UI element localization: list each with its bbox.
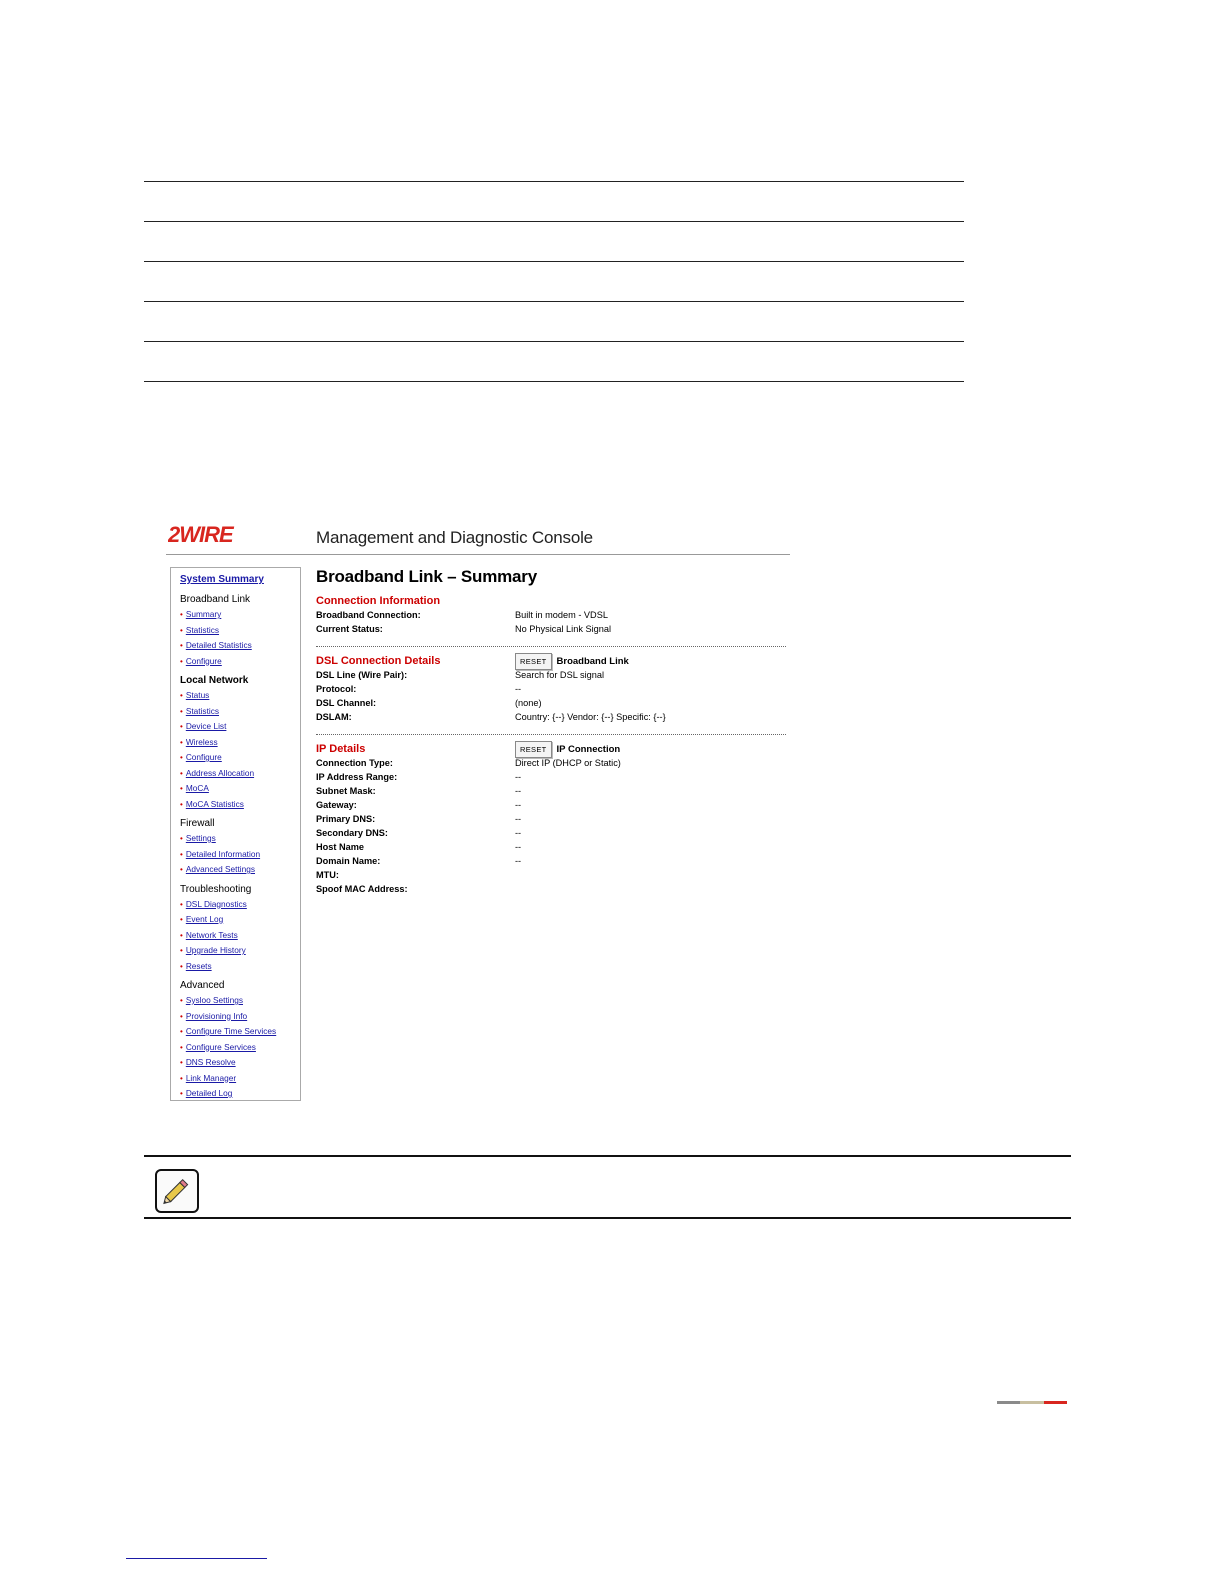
sidebar-link[interactable]: Statistics xyxy=(185,705,220,716)
footnote-line xyxy=(126,1558,267,1559)
detail-label: Broadband Connection: xyxy=(316,610,421,620)
svg-text:2WIRE: 2WIRE xyxy=(168,524,233,546)
divider xyxy=(144,181,964,182)
divider xyxy=(144,261,964,262)
sidebar-item xyxy=(180,766,300,782)
sidebar-link[interactable]: Resets xyxy=(185,960,212,971)
sidebar-link[interactable]: Sysloo Settings xyxy=(185,995,243,1005)
detail-label: Gateway: xyxy=(316,800,357,810)
sidebar-item xyxy=(180,1024,300,1040)
sidebar-item xyxy=(180,912,300,928)
detail-value: -- xyxy=(515,842,522,852)
sidebar-item xyxy=(180,1071,300,1087)
detail-value: -- xyxy=(515,684,522,694)
detail-row xyxy=(316,772,786,786)
sidebar-item xyxy=(180,1040,300,1056)
reset-broadband-button[interactable]: RESET xyxy=(515,653,552,670)
bullet-icon: • xyxy=(180,737,183,747)
sidebar-item xyxy=(180,897,300,913)
detail-value: -- xyxy=(515,856,522,866)
dotted-divider xyxy=(316,734,786,735)
2wire-logo xyxy=(168,524,264,546)
sidebar-link[interactable]: DNS Resolve xyxy=(185,1057,236,1067)
detail-value: Country: {--} Vendor: {--} Specific: {--} xyxy=(515,712,666,722)
sidebar-item xyxy=(180,623,300,639)
bullet-icon: • xyxy=(180,849,183,859)
footer-bar-segment xyxy=(1020,1401,1043,1404)
ip-details-section xyxy=(316,743,786,898)
bullet-icon: • xyxy=(180,930,183,940)
sidebar-group-heading: Firewall xyxy=(180,818,215,829)
detail-row xyxy=(316,712,786,726)
sidebar-link[interactable]: Detailed Log xyxy=(185,1088,233,1098)
bullet-icon: • xyxy=(180,865,183,874)
sidebar-link[interactable]: MoCA Statistics xyxy=(185,798,244,809)
management-console xyxy=(166,518,790,1098)
sidebar-group xyxy=(180,675,300,812)
dsl-details-rows xyxy=(316,670,786,726)
detail-row xyxy=(316,870,786,884)
header-rules xyxy=(144,181,964,421)
bullet-icon: • xyxy=(180,996,183,1005)
pencil-icon xyxy=(155,1169,199,1213)
bullet-icon: • xyxy=(180,656,183,666)
sidebar-item xyxy=(180,1086,300,1102)
reset-label: IP Connection xyxy=(556,744,621,755)
sidebar-link[interactable]: Link Manager xyxy=(185,1072,237,1083)
detail-value: Search for DSL signal xyxy=(515,670,605,680)
detail-value: Direct IP (DHCP or Static) xyxy=(515,758,621,768)
sidebar-item xyxy=(180,1009,300,1025)
reset-ip-button[interactable]: RESET xyxy=(515,741,552,758)
sidebar-link[interactable]: Wireless xyxy=(185,736,218,747)
detail-label: Subnet Mask: xyxy=(316,786,376,796)
sidebar-link[interactable]: Configure xyxy=(185,752,222,762)
sidebar-group-heading: Advanced xyxy=(180,980,225,991)
bullet-icon: • xyxy=(180,610,183,619)
sidebar-link[interactable]: Upgrade History xyxy=(185,945,246,955)
sidebar-item xyxy=(180,928,300,944)
detail-value: (none) xyxy=(515,698,542,708)
section-heading: Connection Information xyxy=(316,595,441,607)
bullet-icon: • xyxy=(180,946,183,955)
sidebar-item xyxy=(180,943,300,959)
sidebar-item xyxy=(180,750,300,766)
detail-row xyxy=(316,842,786,856)
connection-info-rows xyxy=(316,610,786,638)
sidebar-group xyxy=(180,818,300,878)
sidebar-item xyxy=(180,993,300,1009)
sidebar-item xyxy=(180,688,300,704)
reset-group xyxy=(515,741,620,758)
detail-value: -- xyxy=(515,800,522,810)
detail-value: -- xyxy=(515,814,522,824)
sidebar-group-heading: Local Network xyxy=(180,675,249,686)
sidebar-link[interactable]: Advanced Settings xyxy=(185,864,255,874)
detail-row xyxy=(316,758,786,772)
bullet-icon: • xyxy=(180,753,183,762)
footer-color-bar xyxy=(997,1401,1067,1404)
sidebar-item xyxy=(180,719,300,735)
sidebar-link[interactable]: Address Allocation xyxy=(185,767,255,778)
sidebar-group xyxy=(180,594,300,669)
bullet-icon: • xyxy=(180,1042,183,1052)
sidebar-link-system-summary[interactable]: System Summary xyxy=(180,574,264,585)
note-box xyxy=(144,1155,1071,1219)
bullet-icon: • xyxy=(180,641,183,650)
footer-bar-segment xyxy=(997,1401,1020,1404)
detail-row xyxy=(316,698,786,712)
detail-label: DSL Line (Wire Pair): xyxy=(316,670,408,680)
sidebar-item xyxy=(180,654,300,670)
detail-label: IP Address Range: xyxy=(316,772,398,782)
detail-label: Host Name xyxy=(316,842,364,852)
detail-row xyxy=(316,814,786,828)
bullet-icon: • xyxy=(180,691,183,700)
sidebar-link[interactable]: DSL Diagnostics xyxy=(185,898,247,909)
detail-label: MTU: xyxy=(316,870,339,880)
sidebar-item xyxy=(180,831,300,847)
detail-row xyxy=(316,684,786,698)
console-header xyxy=(166,518,790,555)
bullet-icon: • xyxy=(180,1089,183,1098)
detail-label: Primary DNS: xyxy=(316,814,376,824)
section-heading: IP Details xyxy=(316,743,366,755)
console-title: Management and Diagnostic Console xyxy=(316,528,593,547)
detail-value: No Physical Link Signal xyxy=(515,624,612,634)
sidebar-link[interactable]: Detailed Statistics xyxy=(185,640,252,650)
page-title: Broadband Link – Summary xyxy=(316,567,537,586)
bullet-icon: • xyxy=(180,1073,183,1083)
sidebar-link[interactable]: Configure xyxy=(185,655,222,666)
detail-row xyxy=(316,856,786,870)
sidebar-item xyxy=(180,797,300,813)
connection-info-section xyxy=(316,595,786,638)
detail-label: Current Status: xyxy=(316,624,383,634)
bullet-icon: • xyxy=(180,625,183,635)
sidebar-link[interactable]: Statistics xyxy=(185,624,220,635)
sidebar-link[interactable]: Detailed Information xyxy=(185,848,261,859)
sidebar-link[interactable]: Configure Services xyxy=(185,1041,256,1052)
detail-row xyxy=(316,670,786,684)
reset-label: Broadband Link xyxy=(556,656,629,667)
detail-label: Domain Name: xyxy=(316,856,381,866)
detail-label: Connection Type: xyxy=(316,758,393,768)
sidebar-link[interactable]: Status xyxy=(185,690,210,700)
sidebar-link[interactable]: Provisioning Info xyxy=(185,1010,248,1021)
detail-value: -- xyxy=(515,828,522,838)
section-heading: DSL Connection Details xyxy=(316,655,441,667)
sidebar-group xyxy=(180,884,300,975)
divider xyxy=(144,381,964,382)
detail-value: -- xyxy=(515,772,522,782)
sidebar-item xyxy=(180,959,300,975)
sidebar-nav xyxy=(170,567,301,1101)
divider xyxy=(144,341,964,342)
sidebar-link[interactable]: Configure Time Services xyxy=(185,1026,277,1036)
sidebar-item xyxy=(180,862,300,878)
sidebar-group xyxy=(180,980,300,1102)
sidebar-item xyxy=(180,607,300,623)
divider xyxy=(144,301,964,302)
bullet-icon: • xyxy=(180,1058,183,1067)
bullet-icon: • xyxy=(180,722,183,731)
detail-row xyxy=(316,624,786,638)
sidebar-link[interactable]: Network Tests xyxy=(185,929,238,940)
detail-label: Spoof MAC Address: xyxy=(316,884,408,894)
bullet-icon: • xyxy=(180,961,183,971)
sidebar-groups xyxy=(180,594,300,1102)
sidebar-item xyxy=(180,1055,300,1071)
bullet-icon: • xyxy=(180,784,183,793)
sidebar-link[interactable]: Event Log xyxy=(185,914,224,924)
sidebar-group-heading: Troubleshooting xyxy=(180,883,252,895)
divider xyxy=(144,221,964,222)
main-content xyxy=(316,567,786,898)
sidebar-item xyxy=(180,704,300,720)
sidebar-link[interactable]: MoCA xyxy=(185,783,209,793)
sidebar-item xyxy=(180,735,300,751)
bullet-icon: • xyxy=(180,915,183,924)
sidebar-link[interactable]: Summary xyxy=(185,609,222,619)
bullet-icon: • xyxy=(180,1027,183,1036)
detail-row xyxy=(316,610,786,624)
detail-value: -- xyxy=(515,786,522,796)
footer-bar-segment xyxy=(1044,1401,1067,1404)
detail-value: Built in modem - VDSL xyxy=(515,610,608,620)
sidebar-item xyxy=(180,847,300,863)
detail-row xyxy=(316,884,786,898)
detail-label: DSLAM: xyxy=(316,712,352,722)
reset-group xyxy=(515,653,629,670)
sidebar-link[interactable]: Settings xyxy=(185,833,216,843)
sidebar-item xyxy=(180,781,300,797)
dsl-details-section xyxy=(316,655,786,726)
detail-label: DSL Channel: xyxy=(316,698,377,708)
detail-row xyxy=(316,828,786,842)
sidebar-item xyxy=(180,638,300,654)
detail-row xyxy=(316,786,786,800)
sidebar-link[interactable]: Device List xyxy=(185,721,227,731)
bullet-icon: • xyxy=(180,834,183,843)
detail-label: Protocol: xyxy=(316,684,357,694)
bullet-icon: • xyxy=(180,706,183,716)
bullet-icon: • xyxy=(180,1011,183,1021)
detail-row xyxy=(316,800,786,814)
ip-details-rows xyxy=(316,758,786,898)
bullet-icon: • xyxy=(180,799,183,809)
detail-label: Secondary DNS: xyxy=(316,828,388,838)
bullet-icon: • xyxy=(180,899,183,909)
dotted-divider xyxy=(316,646,786,647)
sidebar-group-heading: Broadband Link xyxy=(180,594,251,605)
bullet-icon: • xyxy=(180,768,183,778)
